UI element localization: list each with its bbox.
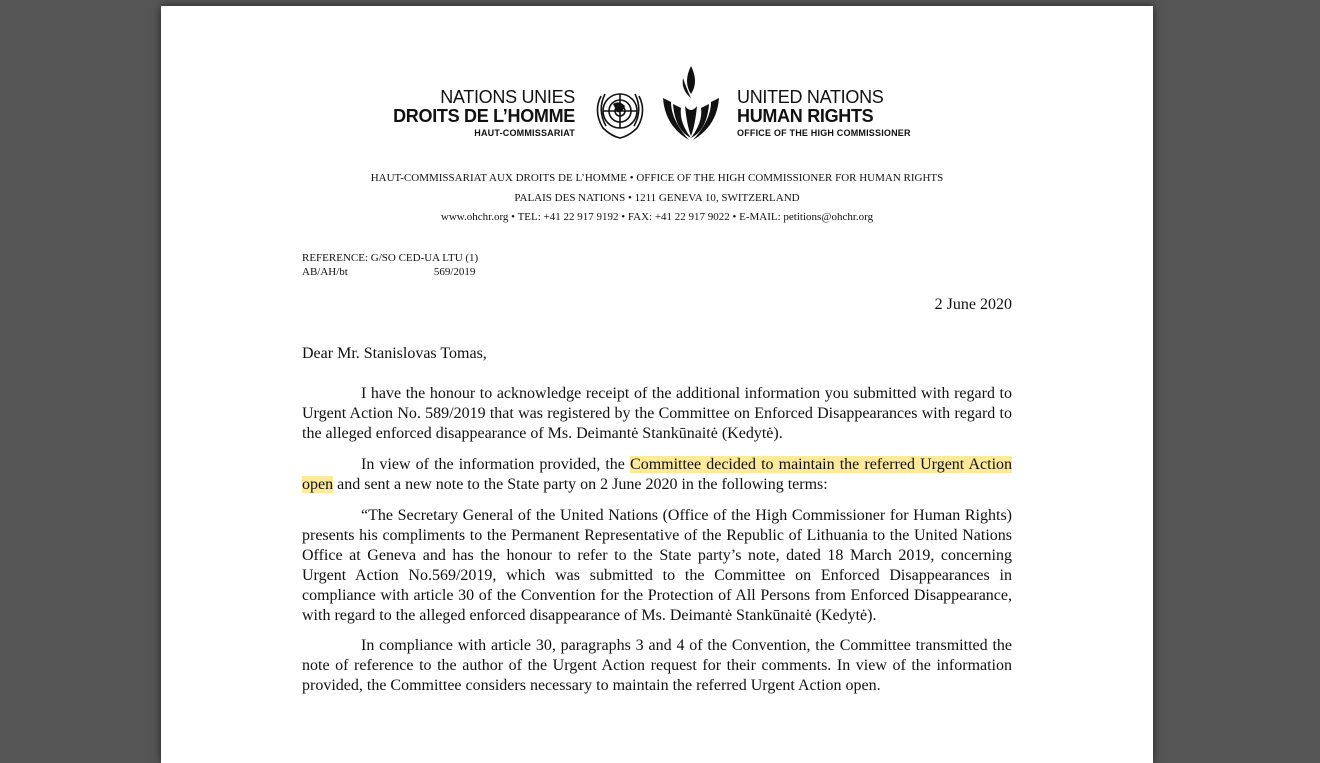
letterhead-logo <box>161 64 1153 144</box>
address-line2: PALAIS DES NATIONS • 1211 GENEVA 10, SWITZERLAND <box>514 191 800 204</box>
salutation: Dear Mr. Stanislovas Tomas, <box>302 345 487 362</box>
reference-block <box>302 251 478 279</box>
en-line3: OFFICE OF THE HIGH COMMISSIONER <box>737 128 911 138</box>
reference-initials: AB/AH/bt <box>302 266 348 278</box>
letter-body <box>302 344 1012 696</box>
fr-line3: HAUT-COMMISSARIAT <box>474 128 575 138</box>
paragraph-2-end: and sent a new note to the State party on 2 June 2020 in the following terms: <box>333 476 828 493</box>
fr-line2: DROITS DE L’HOMME <box>393 106 575 126</box>
paragraph-2 <box>302 455 1012 495</box>
paragraph-3: “The Secretary General of the United Nations (Office of the High Commissioner for Human Rights) presents his compliments to the Permanent Representative of the Republic of Lithuania to the United Nations Office at Geneva and has the honour to refer to the State party’s note, dated 18 March 2019, concerning Urgent Action No.569/2019, which was submitted to the Committee on Enforced Disappearances in compliance with article 30 of the Convention for the Protection of All Persons from Enforced Disappearance, with regard to the alleged enforced disappearance of Ms. Deimantė Stankūnaitė (Kedytė). <box>302 507 1012 624</box>
human-rights-emblem-icon <box>659 64 723 142</box>
letterhead-french <box>393 88 575 138</box>
address-line3: www.ohchr.org • TEL: +41 22 917 9192 • FAX: +41 22 917 9022 • E-MAIL: petitions@ohchr.org <box>440 211 874 223</box>
fr-line1: NATIONS UNIES <box>440 87 575 107</box>
document-page <box>161 6 1153 763</box>
highlighted-text: Committee decided to maintain the referred Urgent Action open <box>302 456 1013 493</box>
address-line1: HAUT-COMMISSARIAT AUX DROITS DE L’HOMME • OFFICE OF THE HIGH COMMISSIONER FOR HUMAN RIGHTS <box>370 172 944 184</box>
paragraph-1: I have the honour to acknowledge receipt of the additional information you submitted with regard to Urgent Action No. 589/2019 that was registered by the Committee on Enforced Disappearances with regard to the alleged enforced disappearance of Ms. Deimantė Stankūnaitė (Kedytė). <box>302 385 1012 442</box>
letter-date: 2 June 2020 <box>934 296 1012 313</box>
reference-line: REFERENCE: G/SO CED-UA LTU (1) <box>302 252 479 264</box>
en-line1: UNITED NATIONS <box>737 87 884 107</box>
un-emblem-icon <box>589 84 651 142</box>
address-block <box>161 169 1153 228</box>
reference-number: 569/2019 <box>433 266 476 278</box>
paragraph-2-start: In view of the information provided, the <box>361 456 631 473</box>
letterhead-english <box>737 88 911 138</box>
en-line2: HUMAN RIGHTS <box>737 106 874 126</box>
paragraph-4: In compliance with article 30, paragraphs 3 and 4 of the Convention, the Committee transmitted the note of reference to the author of the Urgent Action request for their comments. In view of the information provided, the Committee considers necessary to maintain the referred Urgent Action open. <box>302 637 1012 694</box>
